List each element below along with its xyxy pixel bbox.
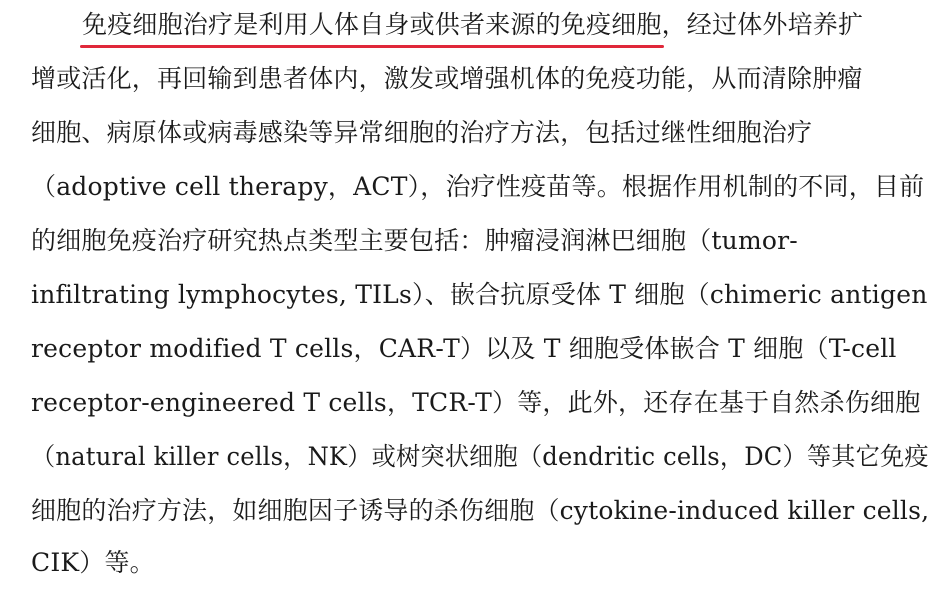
line-1-rest: ，经过体外培养扩: [661, 10, 864, 39]
paragraph-line-1: [82, 10, 863, 40]
paragraph-line-3: 细胞、病原体或病毒感染等异常细胞的治疗方法，包括过继性细胞治疗: [31, 118, 813, 147]
paragraph-line-9: （natural killer cells，NK）或树突状细胞（dendritic cells，DC）等其它免疫: [31, 442, 929, 471]
highlighted-phrase: 免疫细胞治疗是利用人体自身或供者来源的免疫细胞: [82, 10, 662, 39]
paragraph-line-11: CIK）等。: [31, 548, 155, 577]
paragraph-line-6: infiltrating lymphocytes, TILs）、嵌合抗原受体 T 细胞（chimeric antigen: [31, 280, 928, 309]
paragraph-line-4: （adoptive cell therapy，ACT），治疗性疫苗等。根据作用机制的不同，目前: [31, 172, 925, 201]
paragraph-line-8: receptor-engineered T cells，TCR-T）等，此外，还存在基于自然杀伤细胞: [31, 388, 921, 417]
paragraph-line-10: 细胞的治疗方法，如细胞因子诱导的杀伤细胞（cytokine-induced killer cells,: [31, 496, 930, 525]
paragraph-line-2: 增或活化，再回输到患者体内，激发或增强机体的免疫功能，从而清除肿瘤: [31, 64, 863, 93]
red-underline: [80, 45, 664, 48]
paragraph-line-5: 的细胞免疫治疗研究热点类型主要包括：肿瘤浸润淋巴细胞（tumor-: [31, 226, 798, 255]
paragraph-line-7: receptor modified T cells，CAR-T）以及 T 细胞受体嵌合 T 细胞（T-cell: [31, 334, 897, 363]
